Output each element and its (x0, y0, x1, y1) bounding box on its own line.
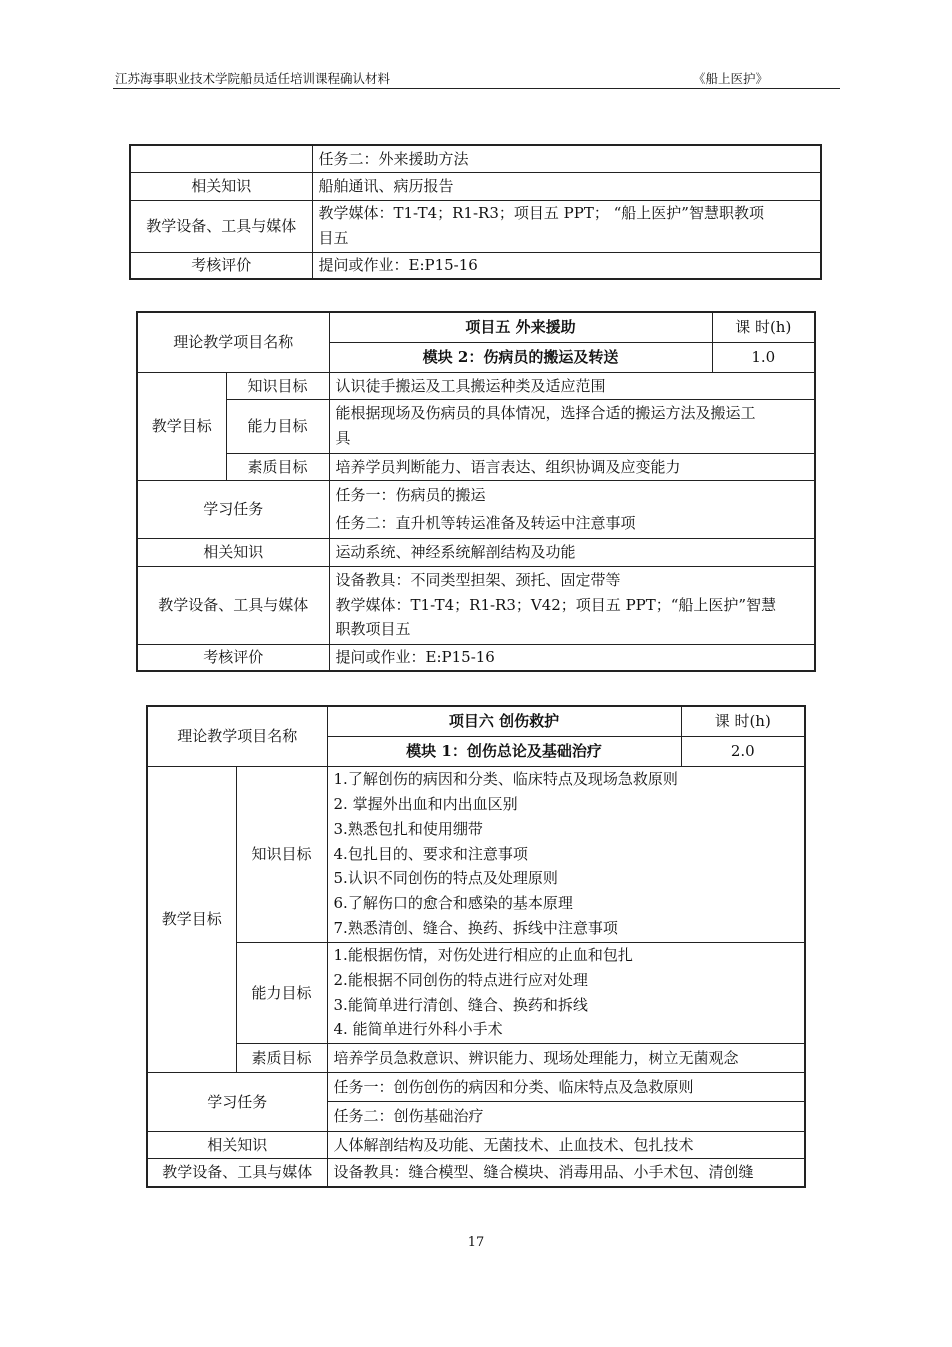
knowledge-goal-item: 1.了解创伤的病因和分类、临床特点及现场急救原则 (333, 770, 678, 789)
knowledge-goal: 认识徒手搬运及工具搬运种类及适应范围 (329, 372, 815, 399)
task-line: 任务二：外来援助方法 (312, 145, 821, 172)
project-name-label: 理论教学项目名称 (137, 312, 329, 372)
task-item: 任务一：伤病员的搬运 (335, 486, 486, 504)
knowledge-label: 相关知识 (137, 538, 329, 566)
quality-goal: 培养学员判断能力、语言表达、组织协调及应变能力 (329, 453, 815, 480)
quality-goal-label: 素质目标 (226, 453, 329, 480)
equipment-value: 教学媒体：T1-T4；R1-R3；项目五 PPT； “船上医护”智慧职教项 目五 (312, 200, 821, 252)
hours-value: 1.0 (712, 342, 815, 372)
quality-goal-label: 素质目标 (236, 1043, 327, 1072)
knowledge-goals-list (327, 766, 805, 942)
project-title: 项目六 创伤救护 (327, 706, 681, 736)
project-title: 项目五 外来援助 (329, 312, 712, 342)
equipment-value: 设备教具：不同类型担架、颈托、固定带等 教学媒体：T1-T4；R1-R3；V42；项目五 PPT；“船上医护”智慧 职教项目五 (329, 566, 815, 644)
knowledge-goal-label: 知识目标 (236, 766, 327, 942)
equipment-value: 设备教具：缝合模型、缝合模块、消毒用品、小手术包、清创缝 (327, 1158, 805, 1187)
ability-goal-item: 1.能根据伤情，对伤处进行相应的止血和包扎 (333, 945, 633, 964)
task-item: 任务一：创伤创伤的病因和分类、临床特点及急救原则 (327, 1072, 805, 1101)
knowledge-goal-item: 4.包扎目的、要求和注意事项 (333, 844, 528, 863)
knowledge-goal-item: 7.熟悉清创、缝合、换药、拆线中注意事项 (333, 918, 618, 937)
ability-goal: 能根据现场及伤病员的具体情况，选择合适的搬运方法及搬运工 具 (329, 399, 815, 453)
tasks-label: 学习任务 (137, 480, 329, 538)
ability-goal-label: 能力目标 (226, 399, 329, 453)
table-project-5-module-1-continued (129, 144, 822, 280)
goals-label: 教学目标 (147, 766, 236, 1072)
header-course-title: 《船上医护》 (692, 71, 768, 86)
tasks-list (329, 480, 815, 538)
hours-label: 课 时(h) (681, 706, 805, 736)
assessment-label: 考核评价 (130, 252, 312, 279)
quality-goal: 培养学员急救意识、辨识能力、现场处理能力，树立无菌观念 (327, 1043, 805, 1072)
assessment-label: 考核评价 (137, 644, 329, 671)
equipment-label: 教学设备、工具与媒体 (137, 566, 329, 644)
assessment-value: 提问或作业：E:P15-16 (329, 644, 815, 671)
ability-goal-item: 3.能简单进行清创、缝合、换药和拆线 (333, 995, 588, 1014)
task-item: 任务二：直升机等转运准备及转运中注意事项 (335, 514, 636, 532)
table-project-6-module-1 (146, 705, 806, 1188)
assessment-value: 提问或作业：E:P15-16 (312, 252, 821, 279)
knowledge-goal-item: 2. 掌握外出血和内出血区别 (333, 795, 518, 813)
goals-label: 教学目标 (137, 372, 226, 480)
ability-goal-item: 2.能根据不同创伤的特点进行应对处理 (333, 970, 588, 989)
project-name-label: 理论教学项目名称 (147, 706, 327, 766)
page-number: 17 (467, 1235, 485, 1250)
hours-label: 课 时(h) (712, 312, 815, 342)
knowledge-label: 相关知识 (147, 1131, 327, 1158)
empty-cell (130, 145, 312, 172)
task-item: 任务二：创伤基础治疗 (327, 1101, 805, 1131)
knowledge-label: 相关知识 (130, 172, 312, 200)
knowledge-goal-item: 3.熟悉包扎和使用绷带 (333, 819, 483, 838)
page-header (113, 66, 840, 89)
ability-goal-item: 4. 能简单进行外科小手术 (333, 1020, 503, 1039)
knowledge-value: 运动系统、神经系统解剖结构及功能 (329, 538, 815, 566)
equipment-label: 教学设备、工具与媒体 (147, 1158, 327, 1187)
tasks-label: 学习任务 (147, 1072, 327, 1131)
module-title: 模块 2：伤病员的搬运及转送 (329, 342, 712, 372)
equipment-label: 教学设备、工具与媒体 (130, 200, 312, 252)
ability-goals-list (327, 942, 805, 1043)
header-institution: 江苏海事职业技术学院船员适任培训课程确认材料 (115, 71, 391, 86)
knowledge-goal-item: 5.认识不同创伤的特点及处理原则 (333, 869, 558, 888)
module-title: 模块 1：创伤总论及基础治疗 (327, 736, 681, 766)
ability-goal-label: 能力目标 (236, 942, 327, 1043)
knowledge-goal-item: 6.了解伤口的愈合和感染的基本原理 (333, 894, 573, 913)
knowledge-value: 人体解剖结构及功能、无菌技术、止血技术、包扎技术 (327, 1131, 805, 1158)
hours-value: 2.0 (681, 736, 805, 766)
table-project-5-module-2 (136, 311, 816, 672)
knowledge-value: 船舶通讯、病历报告 (312, 172, 821, 200)
knowledge-goal-label: 知识目标 (226, 372, 329, 399)
